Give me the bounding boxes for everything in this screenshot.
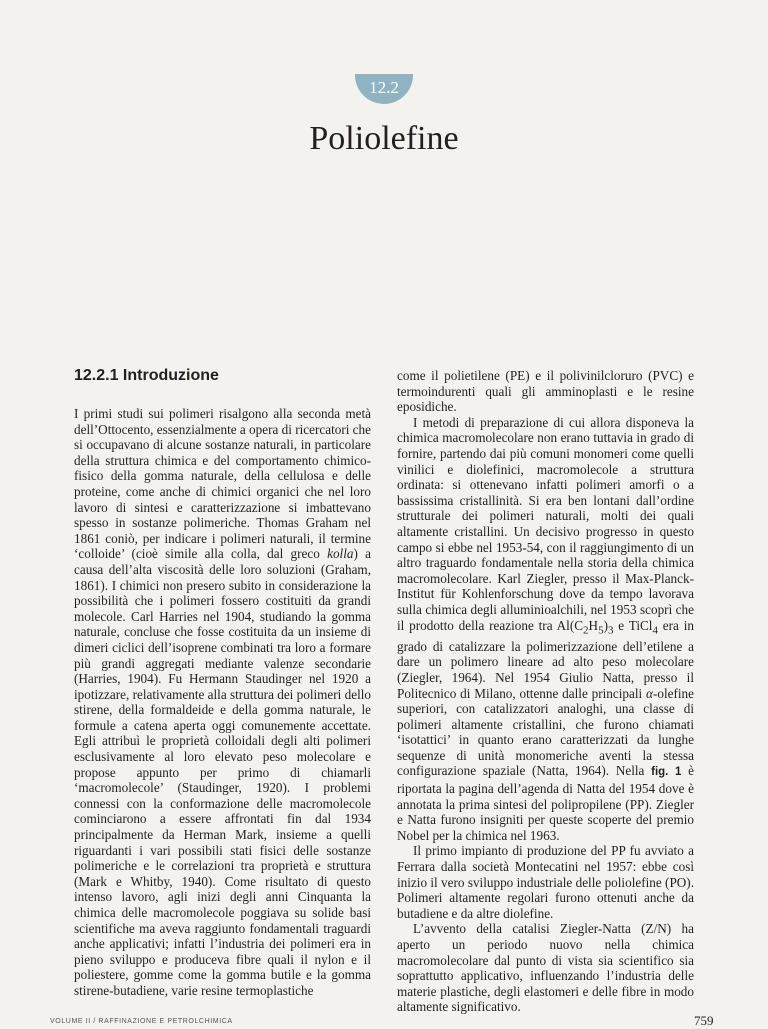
methods-text-c: era in grado di catalizzare la polimerizzazione dell’etilene a dare un polimero lineare ad alto peso molecolare (Ziegler, 1964). Nel 1954 Giulio Natta, presso il Politecnico di Milano, ottenne dalle principali — [397, 617, 694, 701]
left-column — [74, 364, 371, 999]
intro-paragraph — [74, 406, 371, 999]
formula-paren: ) — [603, 617, 608, 633]
methods-paragraph — [397, 415, 694, 844]
section-number-badge — [355, 74, 413, 104]
formula-h: H — [588, 617, 599, 633]
section-heading: 12.2.1 Introduzione — [74, 367, 219, 384]
page-number: 759 — [694, 1013, 714, 1028]
section-number: 12.2 — [369, 78, 399, 97]
methods-text-a: I metodi di preparazione di cui allora disponeva la chimica macromolecolare non erano tuttavia in grado di fornire, partendo dai più comuni monomeri come quelli vinilici e diolefinici, macromolecole a struttura ordinata: si ottenevano infatti polimeri amorfi o a bassissima cristallinità. Si era ben lontani dall’ordine strutturale dei polimeri naturali, molti dei quali altamente cristallini. Un decisivo progresso in questo campo si ebbe nel 1953-54, con il raggiungimento di un altro traguardo fondamentale nella storia della chimica macromolecolare. Karl Ziegler, presso il Max-Planck-Institut für Kohlenforschung dove da tempo lavorava sulla chimica degli alluminioalchili, nel 1953 scoprì che il prodotto della reazione tra Al(C — [397, 414, 694, 633]
subscript-5: 5 — [598, 624, 604, 637]
right-column — [397, 368, 694, 1015]
intro-text-b: ) a causa dell’alta viscosità delle loro soluzioni (Graham, 1861). I chimici non presero subito in considerazione la possibilità che i polimeri fossero costituiti da grandi molecole. Carl Harries nel 1904, studiando la gomma naturale, concluse che fosse costituita da un insieme di dimeri ciclici dell’isoprene combinati tra loro a formare più grandi aggregati mediante valenze secondarie (Harries, 1904). Fu Hermann Staudinger nel 1920 a ipotizzare, relativamente alla struttura dei polimeri dello stirene, della formaldeide e della gomma naturale, le formule a catena aperta oggi comunemente accettate. Egli attribuì le proprietà colloidali degli alti polimeri esclusivamente al loro elevato peso molecolare e propose appunto per primo di chiamarli ‘macromolecole’ (Staudinger, 1920). I problemi connessi con la conformazione delle macromolecole cominciarono a essere affrontati fin dal 1934 principalmente da Herman Mark, insieme a quelli riguardanti i vari possibili stati fisici delle sostanze polimeriche e le correlazioni tra proprietà e struttura (Mark e Whitby, 1940). Come risultato di questo intenso lavoro, agli inizi degli anni Cinquanta la chimica delle macromolecole poggiava su solide basi scientifiche ma aveva raggiunto fondamentali traguardi anche applicativi; infatti l’industria dei polimeri era in pieno sviluppo e produceva fibre quali il nylon e il poliestere, gomme come la gomma butile e la gomma stirene-butadiene, varie resine termoplastiche — [74, 546, 371, 998]
catalysis-paragraph: L’avvento della catalisi Ziegler-Natta (Z/N) ha aperto un periodo nuovo nella chimica macromolecolare dal punto di vista sia scientifico sia soprattutto applicativo, influenzando l’industria delle materie plastiche, degli elastomeri e delle fibre in modo altamente significativo. — [397, 921, 694, 1015]
intro-text-a: I primi studi sui polimeri risalgono alla seconda metà dell’Ottocento, essenzialmente a opera di ricercatori che si occupavano di alcune sostanze naturali, in particolare della struttura chimica e del comportamento chimico-fisico della gomma naturale, della cellulosa e delle proteine, come anche di chimici organici che nel loro lavoro di sintesi e caratterizzazione si imbattevano spesso in sostanze polimeriche. Thomas Graham nel 1861 coniò, per indicare i polimeri naturali, il termine ‘colloide’ (cioè simile alla colla, dal greco — [74, 406, 371, 562]
methods-text-e: è riportata la pagina dell’agenda di Natta del 1954 dove è annotata la prima sintesi del polipropilene (PP). Ziegler e Natta furono insigniti per queste scoperte del premio Nobel per la chimica nel 1963. — [397, 763, 694, 843]
continued-paragraph: come il polietilene (PE) e il polivinilcloruro (PVC) e termoindurenti quali gli amminoplasti e le resine eposidiche. — [397, 368, 694, 415]
intro-italic-term: kolla — [327, 546, 354, 562]
plant-paragraph: Il primo impianto di produzione del PP fu avviato a Ferrara dalla società Montecatini nel 1957: ebbe così inizio il vero sviluppo industriale delle poliolefine (PO). Polimeri altamente regolari furono ottenuti anche da butadiene e da altre diolefine. — [397, 843, 694, 921]
page-title: Poliolefine — [309, 120, 459, 157]
subscript-3: 3 — [607, 624, 614, 637]
methods-text-b: e TiCl — [613, 617, 653, 633]
alpha-symbol: α — [646, 685, 653, 701]
subscript-2: 2 — [583, 624, 589, 637]
footer-volume-line: VOLUME II / RAFFINAZIONE E PETROLCHIMICA — [50, 1018, 233, 1025]
figure-reference[interactable]: fig. 1 — [651, 766, 682, 779]
subscript-4: 4 — [652, 624, 658, 637]
methods-text-d: -olefine superiori, con catalizzatori analoghi, una classe di polimeri altamente cristallini, che furono chiamati ‘isotattici’ in quanto erano caratterizzati da lunghe sequenze di unità monomeriche aventi la stessa configurazione spaziale (Natta, 1964). Nella — [397, 685, 694, 779]
